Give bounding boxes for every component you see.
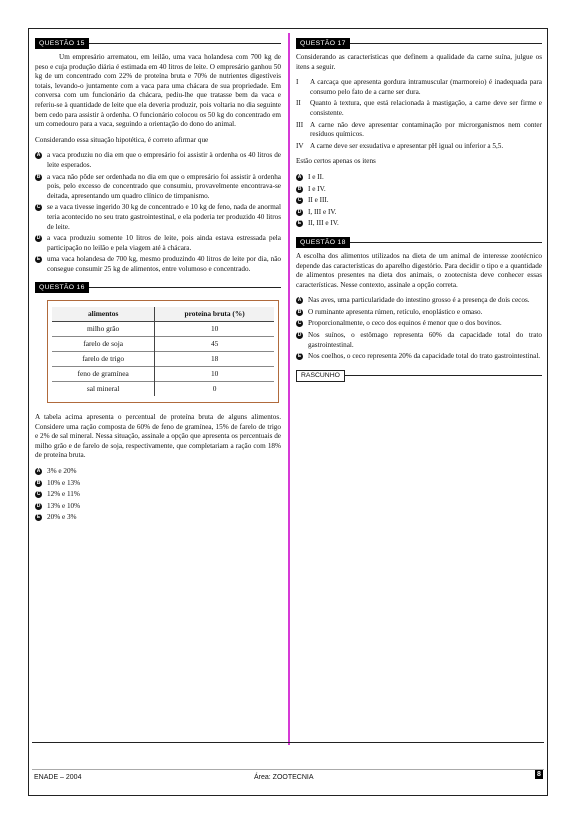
option-e[interactable]: E Nos coelhos, o ceco representa 20% da capacidade total do trato gastrointestinal. (297, 352, 541, 361)
question-16-header (35, 282, 281, 294)
option-b-letter: B (36, 173, 41, 180)
footer-exam: ENADE – 2004 (34, 774, 82, 781)
question-18-options (296, 296, 542, 362)
table-row: feno de gramínea 10 (52, 367, 274, 382)
option-d[interactable]: D Nos suínos, o estômago representa 60% da capacidade total do trato gastrointestinal. (297, 331, 542, 349)
option-d-letter: D (36, 235, 41, 242)
option-c[interactable]: C II e III. (297, 196, 329, 205)
footer-area: Área: ZOOTECNIA (254, 774, 314, 781)
right-column (296, 38, 542, 382)
rascunho-header (296, 370, 542, 382)
question-16-paragraph: A tabela acima apresenta o percentual de proteína bruta de alguns alimentos. Considere uma ração composta de 60% de feno de gramínea, 15% de farelo de trigo e 2% de sal mineral. Nessa situação, assinale a opção que apresenta os percentuais de milho grão e de farelo de soja, respectivamente, que completariam a ração com 18% de proteína bruta. (35, 413, 281, 460)
option-c-letter: C (36, 204, 41, 211)
question-15-stem: Considerando essa situação hipotética, é correto afirmar que (35, 135, 209, 144)
question-18-header (296, 237, 542, 249)
table-header-food: alimentos (52, 307, 155, 321)
list-item: I A carcaça que apresenta gordura intramuscular (marmoreio) é inadequada para consumo pelo fato de a carne ser dura. (296, 78, 542, 96)
list-item: III A carne não deve apresentar contaminação por microrganismos nem conter resíduos químicos. (296, 120, 542, 139)
option-b[interactable]: B a vaca não pôde ser ordenhada no dia em que o empresário foi assistir à ordenha pois, pelo excesso de concentrado que consumiu, provavelmente encontrava-se deitada, apresentando um quadro clínico de timpanismo. (36, 172, 281, 200)
rascunho-label: RASCUNHO (296, 370, 345, 382)
question-15-label: QUESTÃO 15 (35, 38, 89, 49)
option-e[interactable]: E II, III e IV. (297, 219, 339, 228)
option-e[interactable]: E uma vaca holandesa de 700 kg, mesmo produzindo 40 litros de leite por dia, não consegue consumir 25 kg de alimentos, entre volumoso e concentrado. (36, 255, 281, 273)
question-16-label: QUESTÃO 16 (35, 282, 89, 293)
protein-table (52, 307, 274, 396)
table-header-protein: proteína bruta (%) (155, 307, 274, 321)
question-15-header (35, 38, 281, 50)
option-e-letter: E (36, 256, 41, 263)
option-a[interactable]: A I e II. (297, 172, 324, 181)
question-17-label: QUESTÃO 17 (296, 38, 350, 49)
option-d[interactable]: D a vaca produziu somente 10 litros de leite, pois ainda estava estressada pela participação no leilão e pela viagem até à chácara. (36, 234, 281, 252)
question-17-header (296, 38, 542, 50)
question-18-paragraph: A escolha dos alimentos utilizados na dieta de um animal de interesse zootécnico depende das características do aparelho digestório. Para decidir o tipo e a quantidade de alimentos presentes na dieta dos animais, o zootecnista deve conhecer essas características. Nesse contexto, assinale a opção correta. (296, 251, 542, 289)
column-divider (288, 33, 290, 745)
option-e[interactable]: E 20% e 3% (36, 513, 77, 522)
protein-table-box (47, 300, 279, 403)
option-d[interactable]: D 13% e 10% (36, 501, 81, 510)
question-17-stem: Estão certos apenas os itens (296, 157, 376, 166)
option-c[interactable]: C se a vaca tivesse ingerido 30 kg de concentrado e 10 kg de feno, nada de anormal teria acontecido no seu trato gastrointestinal, e ela poderia ter produzido 40 litros de leite. (36, 203, 281, 231)
option-b[interactable]: B 10% e 13% (36, 478, 81, 487)
option-a[interactable]: A 3% e 20% (36, 467, 77, 476)
option-a-letter: A (36, 152, 41, 159)
table-row: farelo de soja 45 (52, 337, 274, 352)
question-17-items (296, 78, 542, 151)
question-17-intro: Considerando as características que definem a qualidade da carne suína, julgue os itens a seguir. (296, 53, 542, 71)
list-item: II Quanto à textura, que está relacionada à mastigação, a carne deve ser firme e consistente. (296, 99, 542, 117)
question-15-paragraph: Um empresário arrematou, em leilão, uma vaca holandesa com 700 kg de peso e cuja produção diária é estimada em 40 litros de leite. O empresário ganhou 50 kg de um concentrado com 22% de proteína bruta e 70% de nutrientes digestíveis totais, levando-o juntamente com a vaca para uma chácara de sua propriedade. Em conversa com um funcionário da chácara, pediu-lhe que tratasse bem da vaca e referiu-se à quantidade de leite que ela deveria produzir, pois voltaria no dia seguinte bem cedo para assistir à ordenha. O funcionário colocou os 50 kg do concentrado em um comedouro para a vaca, seguindo a orientação do dono do animal. (35, 53, 281, 129)
option-c[interactable]: C Proporcionalmente, o ceco dos equinos é menor que o dos bovinos. (297, 319, 502, 328)
option-c[interactable]: C 12% e 11% (36, 490, 80, 499)
option-a[interactable]: A Nas aves, uma particularidade do intestino grosso é a presença de dois cecos. (297, 296, 530, 305)
table-row: sal mineral 0 (52, 382, 274, 397)
option-d[interactable]: D I, III e IV. (297, 207, 337, 216)
option-b[interactable]: B I e IV. (297, 184, 326, 193)
option-b[interactable]: B O ruminante apresenta rúmen, retículo, enoplástico e omaso. (297, 307, 483, 316)
option-a[interactable]: A a vaca produziu no dia em que o empresário foi assistir à ordenha os 40 litros de leite esperados. (36, 151, 281, 169)
table-row: milho grão 10 (52, 322, 274, 337)
table-row: farelo de trigo 18 (52, 352, 274, 367)
question-15-options (35, 151, 281, 274)
question-17-options (296, 173, 542, 229)
question-18-label: QUESTÃO 18 (296, 237, 350, 248)
left-column (35, 38, 281, 525)
page-number: 8 (535, 770, 543, 779)
footer-divider-secondary (32, 769, 544, 770)
footer-divider (32, 742, 544, 743)
list-item: IV A carne deve ser exsudativa e apresentar pH igual ou inferior a 5,5. (296, 141, 504, 150)
question-16-options (35, 467, 281, 523)
